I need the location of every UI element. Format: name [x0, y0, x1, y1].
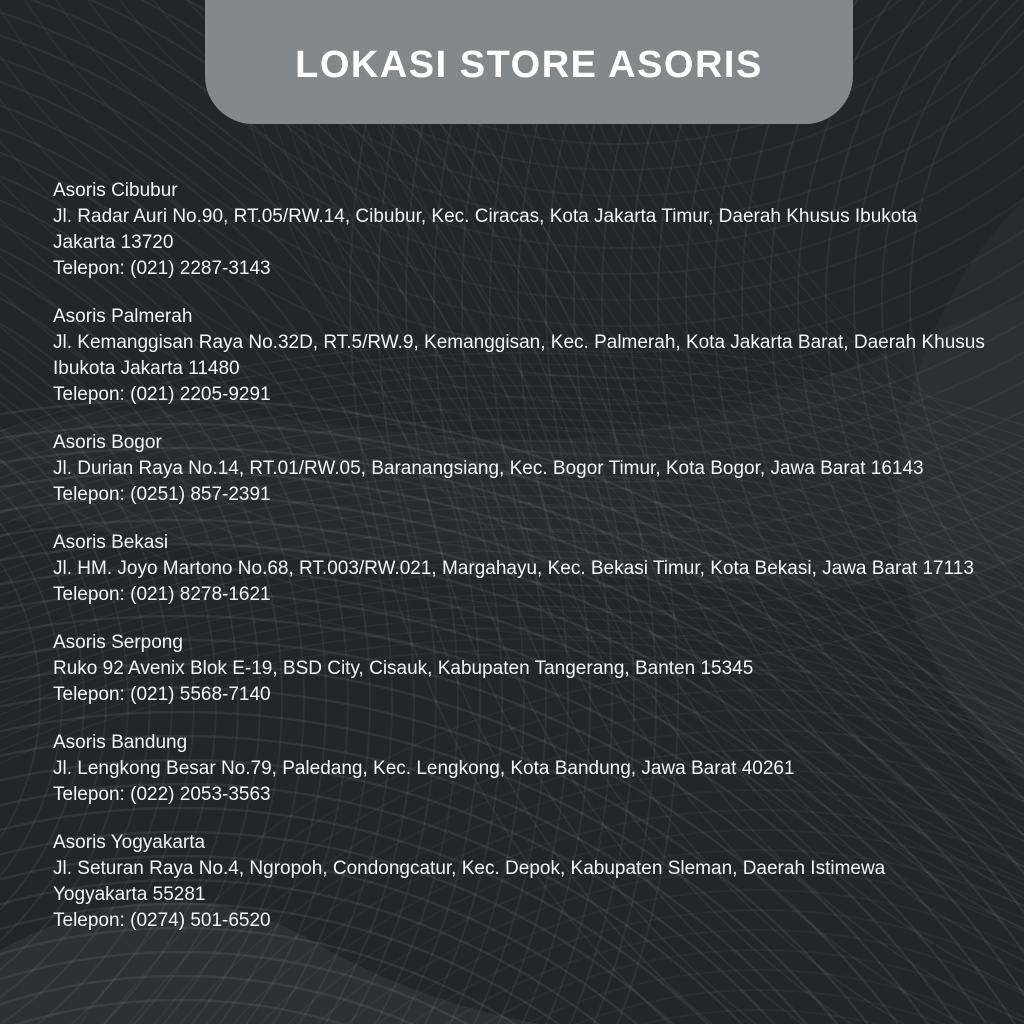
store-address-line: Yogyakarta 55281 [53, 884, 206, 905]
store-entry [53, 430, 993, 508]
header-banner [205, 0, 853, 124]
store-address-line: Jl. Seturan Raya No.4, Ngropoh, Condongcatur, Kec. Depok, Kabupaten Sleman, Daerah Istimewa [53, 858, 886, 879]
store-entry [53, 178, 993, 282]
store-address-line: Jakarta 13720 [53, 232, 174, 253]
store-address-line: Ruko 92 Avenix Blok E-19, BSD City, Cisauk, Kabupaten Tangerang, Banten 15345 [53, 658, 754, 679]
store-entry [53, 530, 993, 608]
store-name: Asoris Bogor [53, 432, 162, 453]
store-name: Asoris Cibubur [53, 180, 178, 201]
store-phone: Telepon: (021) 2287-3143 [53, 258, 271, 279]
store-name: Asoris Bekasi [53, 532, 169, 553]
store-entry [53, 730, 993, 808]
store-phone: Telepon: (021) 2205-9291 [53, 384, 271, 405]
store-entry [53, 304, 993, 408]
store-phone: Telepon: (0251) 857-2391 [53, 484, 271, 505]
store-phone: Telepon: (021) 5568-7140 [53, 684, 271, 705]
store-phone: Telepon: (022) 2053-3563 [53, 784, 271, 805]
store-address-line: Jl. Durian Raya No.14, RT.01/RW.05, Baranangsiang, Kec. Bogor Timur, Kota Bogor, Jawa Barat 16143 [53, 458, 924, 479]
store-entry [53, 830, 993, 934]
page-title: LOKASI STORE ASORIS [295, 43, 763, 86]
store-address-line: Jl. HM. Joyo Martono No.68, RT.003/RW.021, Margahayu, Kec. Bekasi Timur, Kota Bekasi, Jawa Barat 17113 [53, 558, 974, 579]
store-name: Asoris Yogyakarta [53, 832, 206, 853]
store-name: Asoris Serpong [53, 632, 183, 653]
store-address-line: Jl. Kemanggisan Raya No.32D, RT.5/RW.9, Kemanggisan, Kec. Palmerah, Kota Jakarta Barat, Daerah Khusus [53, 332, 985, 353]
store-entry [53, 630, 993, 708]
store-name: Asoris Palmerah [53, 306, 193, 327]
store-address-line: Jl. Lengkong Besar No.79, Paledang, Kec. Lengkong, Kota Bandung, Jawa Barat 40261 [53, 758, 795, 779]
store-phone: Telepon: (0274) 501-6520 [53, 910, 271, 931]
store-phone: Telepon: (021) 8278-1621 [53, 584, 271, 605]
store-address-line: Ibukota Jakarta 11480 [53, 358, 240, 379]
store-address-line: Jl. Radar Auri No.90, RT.05/RW.14, Cibubur, Kec. Ciracas, Kota Jakarta Timur, Daerah Khusus Ibukota [53, 206, 918, 227]
store-name: Asoris Bandung [53, 732, 188, 753]
store-list [53, 178, 993, 956]
